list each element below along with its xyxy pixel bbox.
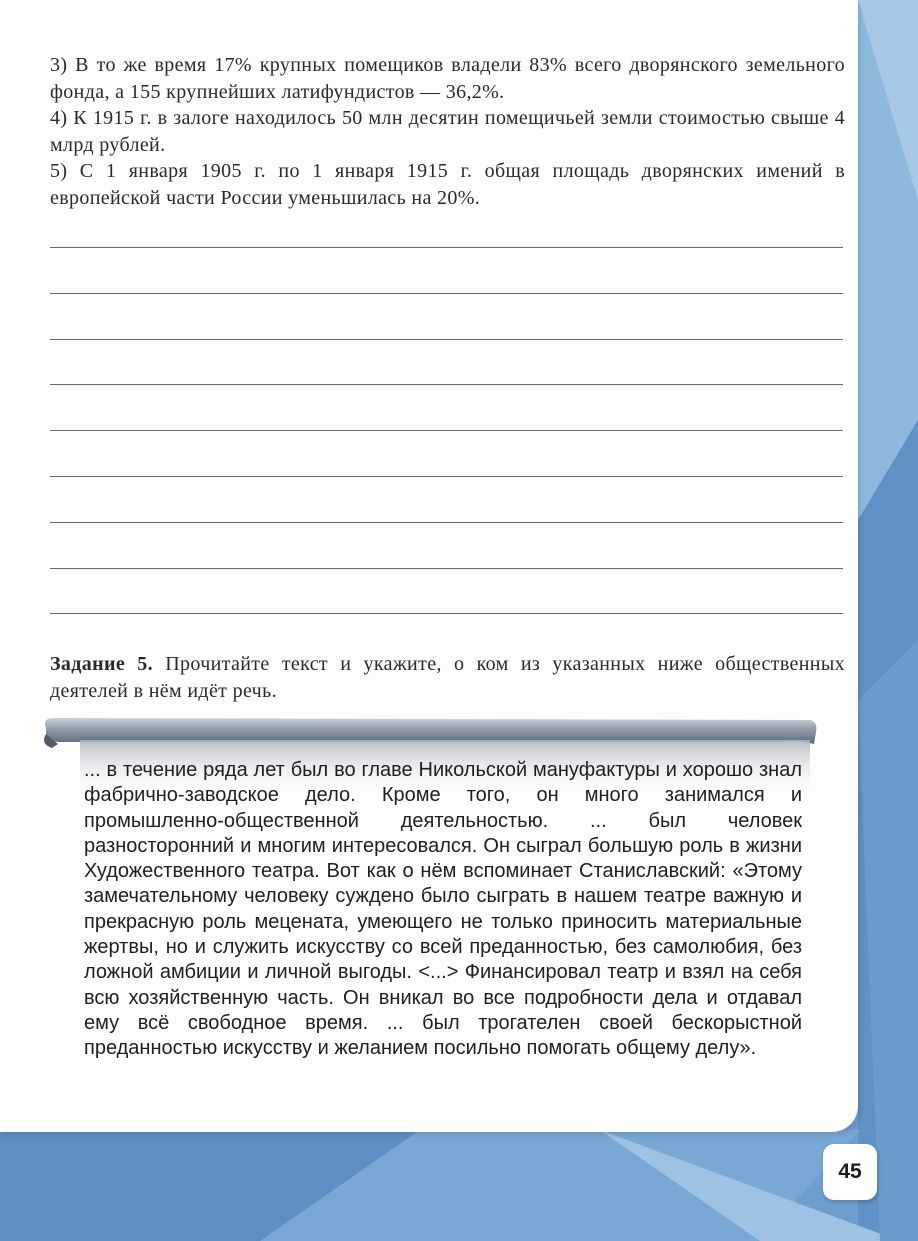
statements-list <box>50 52 845 211</box>
answer-line[interactable] <box>50 476 843 477</box>
answer-line[interactable] <box>50 293 843 294</box>
answer-line[interactable] <box>50 568 843 569</box>
answer-lines <box>50 247 843 659</box>
answer-line[interactable] <box>50 247 843 248</box>
task-text: Прочитайте текст и укажите, о ком из указанных ниже общественных деятелей в нём идёт речь. <box>50 653 845 702</box>
quote-text: ... в течение ряда лет был во главе Никольской мануфактуры и хорошо знал фабрично-заводское дело. Кроме того, он много занимался и промышленно-общественной деятельностью. ... был человек разносторонний и многим интересовался. Он сыграл большую роль в жизни Художественного театра. Вот как о нём вспоминает Станиславский: «Этому замечательному человеку суждено было сыграть в нашем театре важную и прекрасную роль мецената, умеющего не только приносить материальные жертвы, но и служить искусству со всей преданностью, без самолюбия, без ложной амбиции и личной выгоды. <...> Финансировал театр и взял на себя всю хозяйственную часть. Он вникал во все подробности дела и отдавал ему всё свободное время. ... был трогателен своей бескорыстной преданностью искусству и желанием посильно помогать общему делу». <box>84 759 802 1060</box>
answer-line[interactable] <box>50 384 843 385</box>
task-label: Задание 5. <box>50 653 153 675</box>
answer-line[interactable] <box>50 522 843 523</box>
statement-3: 3) В то же время 17% крупных помещиков владели 83% всего дворянского земельного фонда, а 155 крупнейших латифундистов — 36,2%. <box>50 54 845 103</box>
page-number: 45 <box>823 1144 877 1200</box>
answer-line[interactable] <box>50 613 843 614</box>
statement-5: 5) С 1 января 1905 г. по 1 января 1915 г. общая площадь дворянских имений в европейской части России уменьшилась на 20%. <box>50 160 845 209</box>
statement-4: 4) К 1915 г. в залоге находилось 50 млн десятин помещичьей земли стоимостью свыше 4 млрд рублей. <box>50 107 845 156</box>
answer-line[interactable] <box>50 339 843 340</box>
answer-line[interactable] <box>50 430 843 431</box>
task-5-prompt <box>50 651 845 704</box>
